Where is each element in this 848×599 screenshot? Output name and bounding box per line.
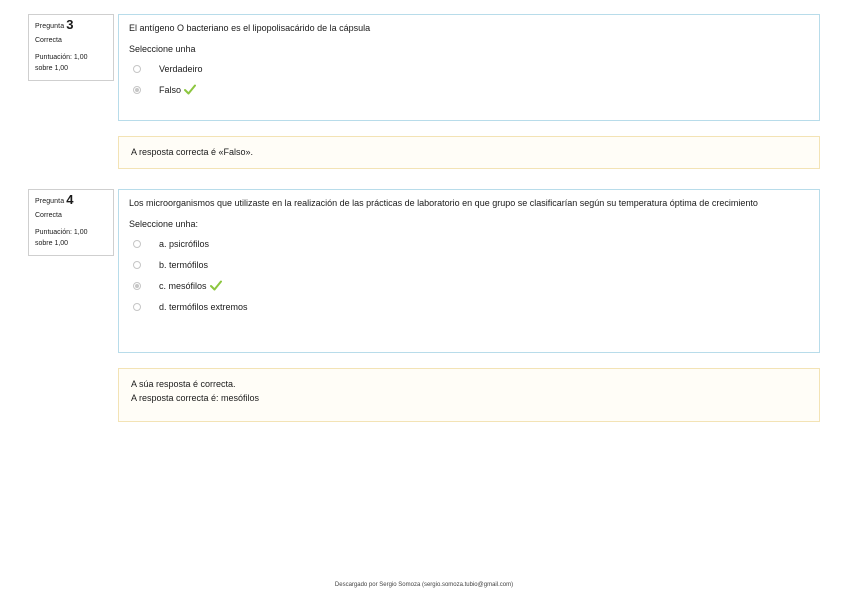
feedback-line: A súa resposta é correcta. [131, 379, 236, 389]
question-number [35, 19, 107, 33]
answer-option[interactable] [129, 296, 809, 317]
question-label: Pregunta [35, 198, 65, 205]
radio-button[interactable] [133, 261, 141, 269]
answer-option[interactable] [129, 58, 809, 79]
grade-line: Puntuación: 1,00 [35, 54, 88, 61]
grade-line: Puntuación: 1,00 [35, 229, 88, 236]
answer-label: b. termófilos [159, 259, 209, 270]
answer-option[interactable] [129, 79, 809, 100]
check-icon [184, 84, 196, 95]
question-content-3 [118, 14, 820, 121]
radio-button[interactable] [133, 240, 141, 248]
radio-button-selected[interactable] [133, 86, 141, 94]
answer-label: c. mesófilos [159, 280, 207, 291]
radio-button[interactable] [133, 65, 141, 73]
question-info-4 [28, 189, 114, 256]
answer-option[interactable] [129, 275, 809, 296]
feedback-box-3 [118, 136, 820, 169]
question-label: Pregunta [35, 23, 65, 30]
question-content-4 [118, 189, 820, 353]
grade-line: sobre 1,00 [35, 240, 69, 247]
radio-button[interactable] [133, 303, 141, 311]
question-number-value: 3 [66, 17, 74, 32]
question-grade [35, 227, 107, 249]
check-icon [210, 280, 222, 291]
grade-line: sobre 1,00 [35, 65, 69, 72]
answer-option[interactable] [129, 233, 809, 254]
download-footer: Descargado por Sergio Somoza (sergio.somoza.tubio@gmail.com) [334, 582, 514, 588]
question-info-3 [28, 14, 114, 81]
answer-label: a. psicrófilos [159, 238, 210, 249]
feedback-box-4 [118, 368, 820, 422]
feedback-line: A resposta correcta é «Falso». [131, 147, 254, 157]
question-grade [35, 52, 107, 74]
answer-label: Verdadeiro [159, 63, 203, 74]
question-text: Los microorganismos que utilizaste en la realización de las prácticas de laboratorio en que grupo se clasificarían según su temperatura óptima de crecimiento [129, 198, 758, 208]
question-state: Correcta [35, 37, 62, 44]
radio-button-selected[interactable] [133, 282, 141, 290]
answer-label: Falso [159, 84, 182, 95]
answer-option[interactable] [129, 254, 809, 275]
question-number [35, 194, 107, 208]
question-text: El antígeno O bacteriano es el lipopolisacárido de la cápsula [129, 23, 371, 33]
question-state: Correcta [35, 212, 62, 219]
question-number-value: 4 [66, 192, 74, 207]
answer-prompt: Seleccione unha: [129, 219, 199, 229]
answer-label: d. termófilos extremos [159, 301, 248, 312]
answer-prompt: Seleccione unha [129, 44, 196, 54]
feedback-line: A resposta correcta é: mesófilos [131, 393, 260, 403]
